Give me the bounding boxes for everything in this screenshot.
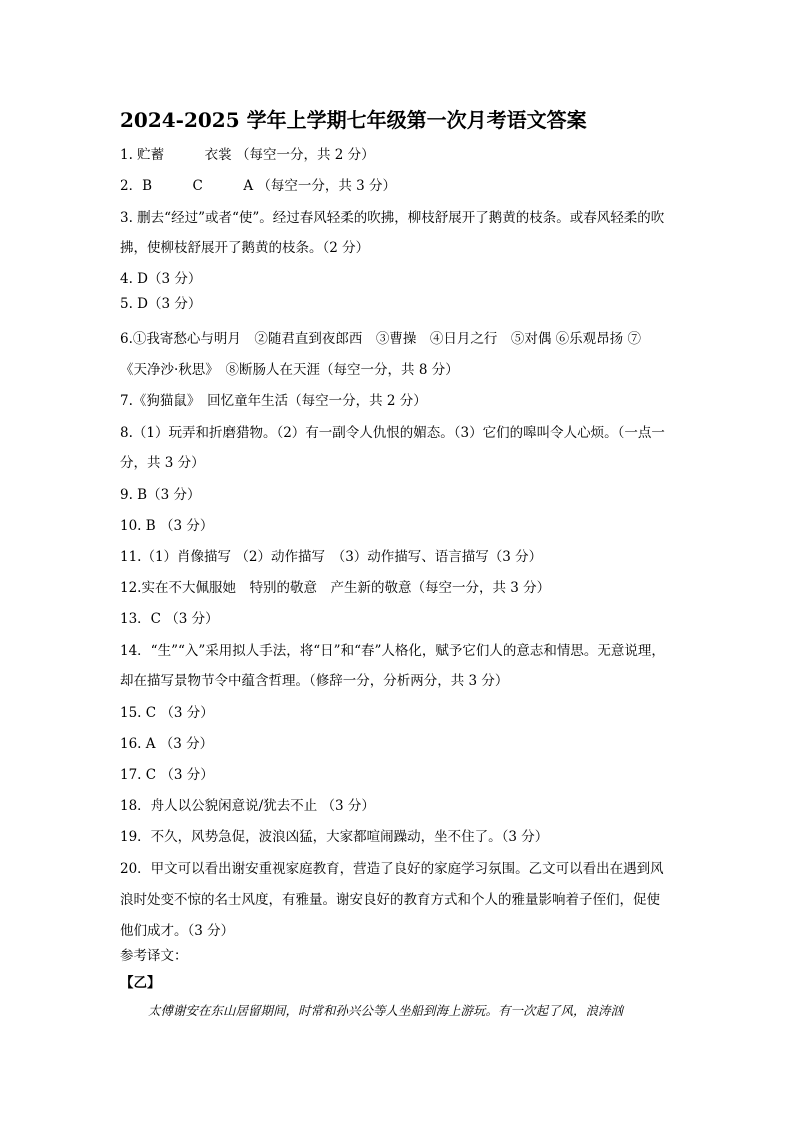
answer-line-19: 19．不久，风势急促，波浪凶猛，大家都喧闹躁动，坐不住了。（3 分） — [120, 829, 549, 845]
answer-line-1: 1. 贮蓄 衣裳 （每空一分，共 2 分） — [120, 147, 375, 163]
answer-line-6b: 《天净沙·秋思》 ⑧断肠人在天涯（每空一分，共 8 分） — [120, 362, 459, 378]
translation-label: 参考译文： — [120, 948, 188, 964]
answer-line-2: 2．B C A （每空一分，共 3 分） — [120, 178, 397, 194]
answer-line-10: 10. B （3 分） — [120, 518, 214, 534]
answer-line-3b: 拂，使柳枝舒展开了鹅黄的枝条。（2 分） — [120, 240, 370, 256]
answer-line-18: 18．舟人以公貌闲意说/犹去不止 （3 分） — [120, 798, 375, 814]
answer-line-20b: 浪时处变不惊的名士风度，有雅量。谢安良好的教育方式和个人的雅量影响着子侄们，促使 — [120, 892, 660, 908]
answer-line-3a: 3. 删去“经过”或者“使”。经过春风轻柔的吹拂，柳枝舒展开了鹅黄的枝条。或春风轻柔的吹 — [120, 210, 665, 226]
answer-line-8a: 8.（1）玩弄和折磨猎物。（2）有一副令人仇恨的媚态。（3）它们的嗥叫令人心烦。（一点一 — [120, 425, 665, 441]
answer-line-14a: 14．“生”“入”采用拟人手法，将“日”和“春”人格化，赋予它们人的意志和情思。无意说理， — [120, 643, 665, 659]
answer-line-9: 9. B（3 分） — [120, 487, 201, 503]
answer-line-15: 15. C （3 分） — [120, 705, 214, 721]
answer-line-6a: 6.①我寄愁心与明月 ②随君直到夜郎西 ③曹操 ④日月之行 ⑤对偶 ⑥乐观昂扬 ⑦ — [120, 331, 641, 347]
translation-section-heading: 【乙】 — [120, 975, 161, 991]
answer-line-20c: 他们成才。（3 分） — [120, 923, 235, 939]
answer-line-14b: 却在描写景物节令中蕴含哲理。（修辞一分，分析两分，共 3 分） — [120, 673, 509, 689]
answer-line-16: 16. A （3 分） — [120, 736, 214, 752]
answer-line-12: 12.实在不大佩服她 特别的敬意 产生新的敬意（每空一分，共 3 分） — [120, 580, 551, 596]
answer-line-5: 5. D（3 分） — [120, 296, 202, 312]
answer-line-13: 13．C （3 分） — [120, 611, 219, 627]
answer-line-17: 17. C （3 分） — [120, 767, 214, 783]
answer-line-4: 4. D（3 分） — [120, 271, 202, 287]
page-title: 2024-2025 学年上学期七年级第一次月考语文答案 — [120, 108, 587, 132]
translation-text: 太傅谢安在东山居留期间，时常和孙兴公等人坐船到海上游玩。有一次起了风，浪涛汹 — [148, 1003, 624, 1018]
answer-line-7: 7.《狗猫鼠》 回忆童年生活（每空一分，共 2 分） — [120, 393, 427, 409]
answer-line-8b: 分，共 3 分） — [120, 455, 205, 471]
answer-line-11: 11.（1）肖像描写 （2）动作描写 （3）动作描写、语言描写（3 分） — [120, 549, 543, 565]
answer-line-20a: 20．甲文可以看出谢安重视家庭教育，营造了良好的家庭学习氛围。乙文可以看出在遇到风 — [120, 861, 664, 877]
